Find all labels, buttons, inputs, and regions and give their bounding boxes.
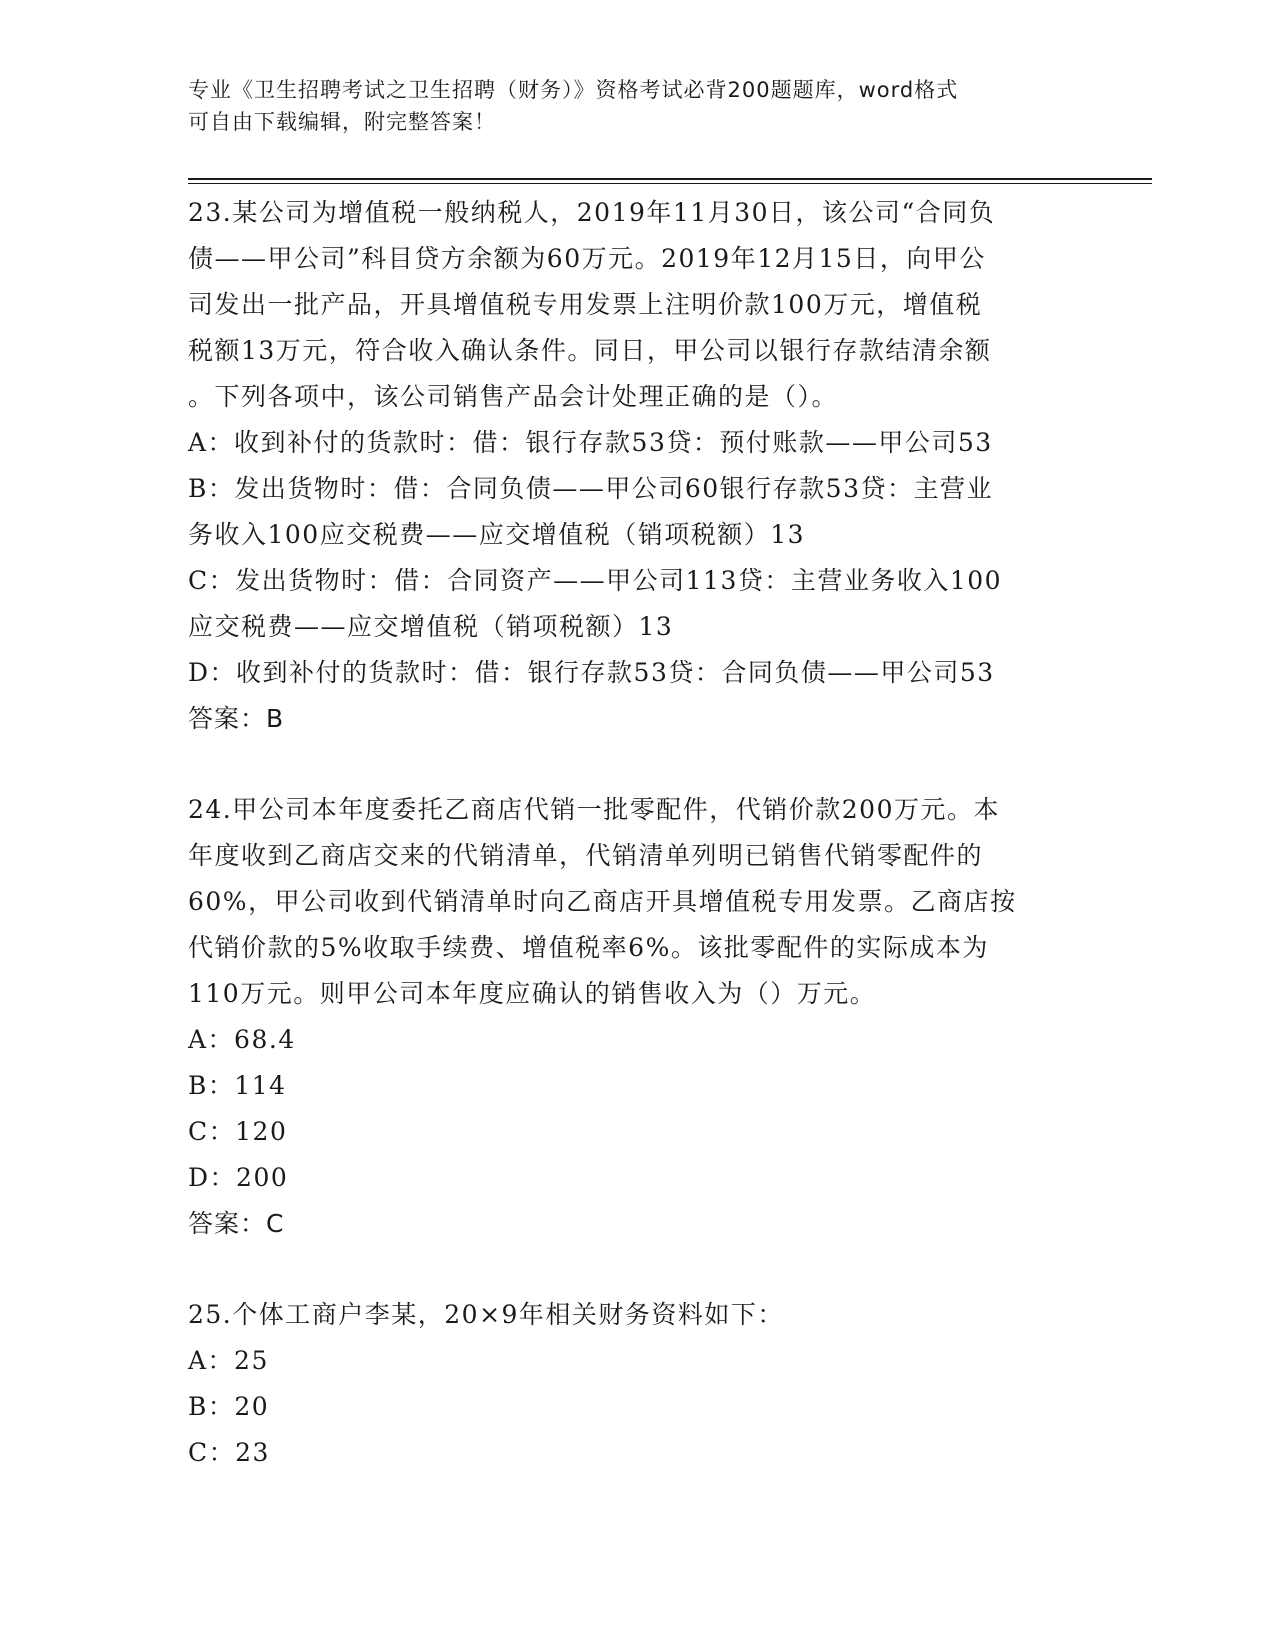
question-list <box>188 190 1088 1476</box>
question-stem-line: 年度收到乙商店交来的代销清单，代销清单列明已销售代销零配件的 <box>188 841 984 870</box>
question-stem-line: 。下列各项中，该公司销售产品会计处理正确的是（）。 <box>188 382 839 411</box>
option-c: C：发出货物时：借：合同资产——甲公司113贷：主营业务收入100 <box>188 566 1003 595</box>
question-stem-line: 60%，甲公司收到代销清单时向乙商店开具增值税专用发票。乙商店按 <box>188 887 1017 916</box>
question-stem-line: 24.甲公司本年度委托乙商店代销一批零配件，代销价款200万元。本 <box>188 795 1000 824</box>
header-line-2: 可自由下载编辑，附完整答案！ <box>188 110 496 134</box>
option-a: A：68.4 <box>188 1025 296 1054</box>
option-b: B：发出货物时：借：合同负债——甲公司60银行存款53贷：主营业 <box>188 474 993 503</box>
header-rule-thin <box>188 183 1152 184</box>
option-a: A：收到补付的货款时：借：银行存款53贷：预付账款——甲公司53 <box>188 428 993 457</box>
question-stem-line: 税额13万元，符合收入确认条件。同日，甲公司以银行存款结清余额 <box>188 336 992 365</box>
question-25 <box>188 1292 1088 1476</box>
question-stem-line: 25.个体工商户李某，20×9年相关财务资料如下： <box>188 1300 784 1329</box>
question-spacer <box>188 742 1088 787</box>
answer-label: 答案：C <box>188 1209 285 1238</box>
answer-label: 答案：B <box>188 704 285 733</box>
header-line-1: 专业《卫生招聘考试之卫生招聘（财务）》资格考试必背200题题库，word格式 <box>188 78 959 102</box>
header-rule-thick <box>188 178 1152 180</box>
option-c: C：120 <box>188 1117 288 1146</box>
option-b: B：20 <box>188 1392 270 1421</box>
option-b: B：114 <box>188 1071 287 1100</box>
option-c-continued: 应交税费——应交增值税（销项税额）13 <box>188 612 674 641</box>
question-spacer <box>188 1247 1088 1292</box>
page-header <box>188 74 1088 138</box>
option-c: C：23 <box>188 1438 270 1467</box>
question-24 <box>188 787 1088 1247</box>
question-stem-line: 债——甲公司”科目贷方余额为60万元。2019年12月15日，向甲公 <box>188 244 986 273</box>
option-d: D：200 <box>188 1163 289 1192</box>
question-stem-line: 110万元。则甲公司本年度应确认的销售收入为（）万元。 <box>188 979 877 1008</box>
option-a: A：25 <box>188 1346 269 1375</box>
question-23 <box>188 190 1088 742</box>
question-stem-line: 司发出一批产品，开具增值税专用发票上注明价款100万元，增值税 <box>188 290 983 319</box>
option-b-continued: 务收入100应交税费——应交增值税（销项税额）13 <box>188 520 806 549</box>
question-stem-line: 代销价款的5%收取手续费、增值税率6%。该批零配件的实际成本为 <box>188 933 989 962</box>
option-d: D：收到补付的货款时：借：银行存款53贷：合同负债——甲公司53 <box>188 658 995 687</box>
question-stem-line: 23.某公司为增值税一般纳税人，2019年11月30日，该公司“合同负 <box>188 198 996 227</box>
